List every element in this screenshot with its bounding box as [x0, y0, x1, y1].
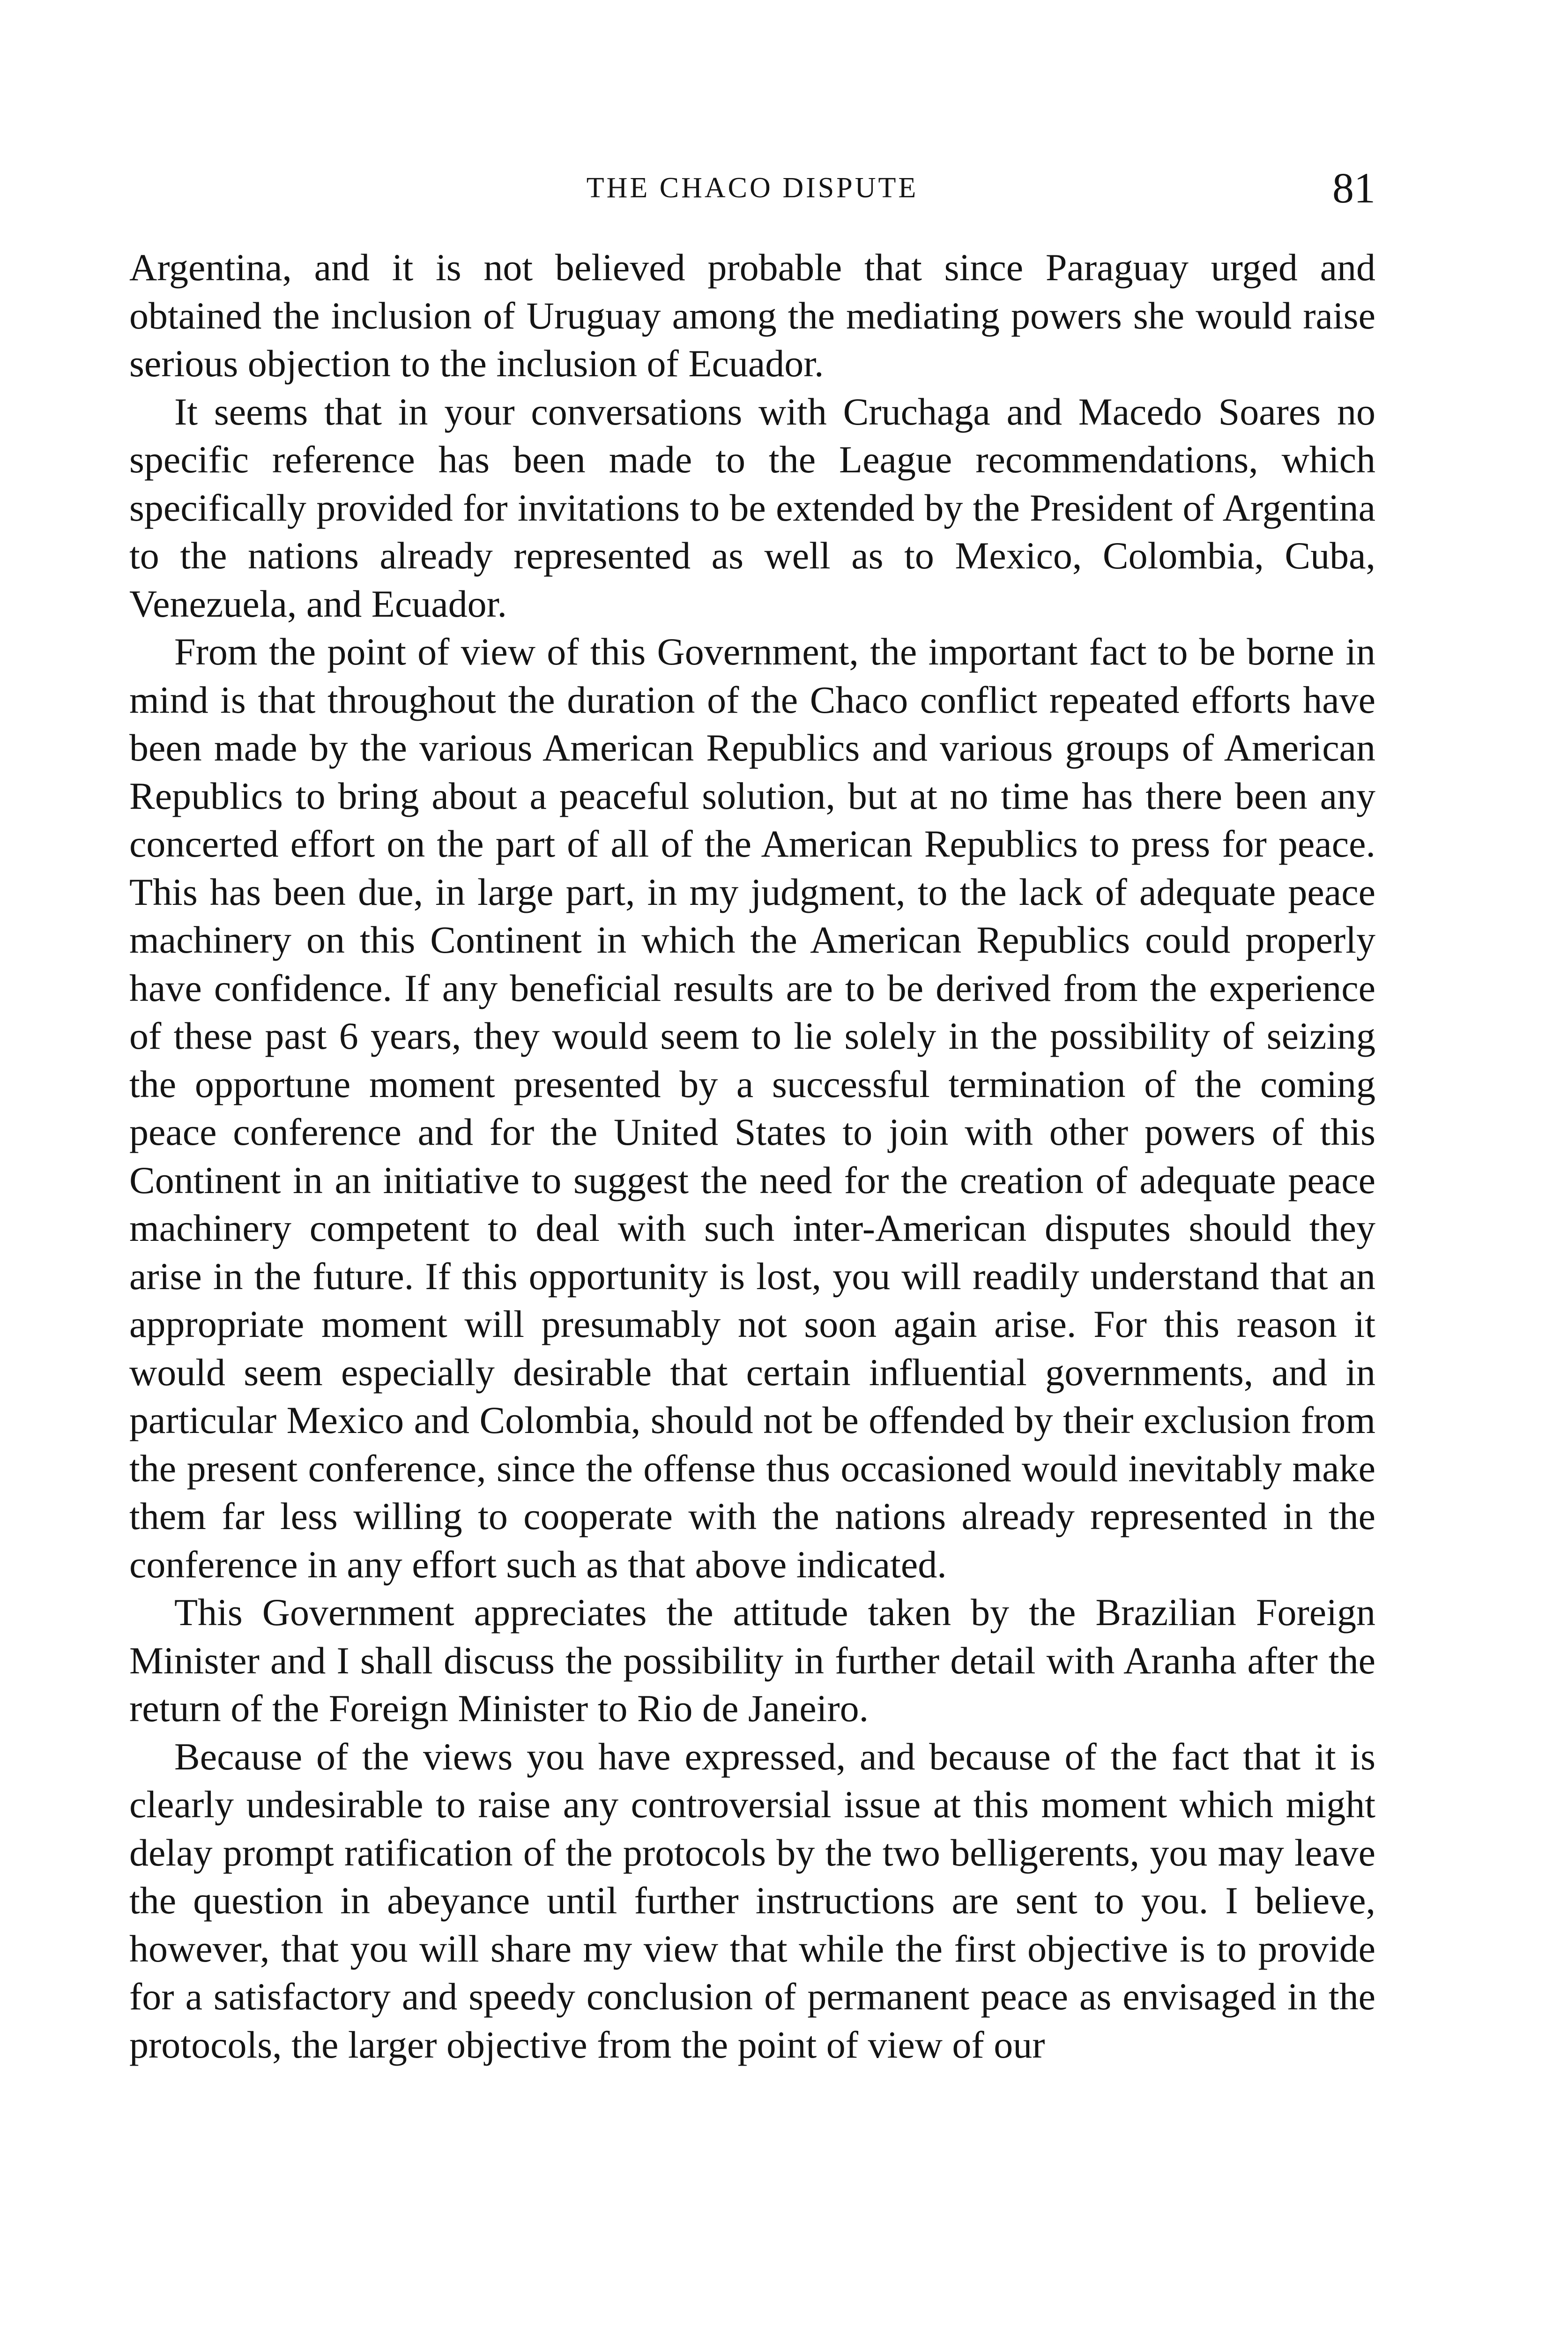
page-number: 81: [1332, 164, 1375, 212]
paragraph: From the point of view of this Government, the important fact to be borne in mind is that throughout the duration of the Chaco conflict repeated efforts have been made by the various American Republics and various groups of American Republics to bring about a peaceful solution, but at no time has there been any concerted effort on the part of all of the American Republics to press for peace. This has been due, in large part, in my judgment, to the lack of adequate peace machinery on this Continent in which the American Republics could properly have confidence. If any beneficial results are to be derived from the experience of these past 6 years, they would seem to lie solely in the possibility of seizing the opportune moment presented by a successful termination of the coming peace conference and for the United States to join with other powers of this Continent in an initiative to suggest the need for the creation of adequate peace machinery competent to deal with such inter-American disputes should they arise in the future. If this opportunity is lost, you will readily understand that an appropriate moment will presumably not soon again arise. For this reason it would seem especially desirable that certain influential governments, and in particular Mexico and Colombia, should not be offended by their exclusion from the present conference, since the offense thus occasioned would inevitably make them far less willing to cooperate with the nations already represented in the conference in any effort such as that above indicated.: [129, 630, 1375, 1586]
body-text: [129, 244, 1375, 2069]
paragraph: This Government appreciates the attitude taken by the Brazilian Foreign Minister and I shall discuss the possibility in further detail with Aranha after the return of the Foreign Minister to Rio de Janeiro.: [129, 1591, 1375, 1730]
paragraph: It seems that in your conversations with Cruchaga and Macedo Soares no specific reference has been made to the League recommendations, which specifically provided for invitations to be extended by the President of Argentina to the nations already represented as well as to Mexico, Colombia, Cuba, Venezuela, and Ecuador.: [129, 390, 1375, 625]
paragraph-continued: Argentina, and it is not believed probable that since Paraguay urged and obtained the inclusion of Uruguay among the mediating powers she would raise serious objection to the inclusion of Ecuador.: [129, 246, 1375, 385]
running-head: [129, 163, 1375, 215]
running-title: THE CHACO DISPUTE: [586, 172, 919, 204]
paragraph: Because of the views you have expressed, and because of the fact that it is clearly undesirable to raise any controversial issue at this moment which might delay prompt ratification of the protocols by the two belligerents, you may leave the question in abeyance until further instructions are sent to you. I believe, however, that you will share my view that while the first objective is to provide for a satisfactory and speedy conclusion of permanent peace as envisaged in the protocols, the larger objective from the point of view of our: [129, 1735, 1375, 2066]
